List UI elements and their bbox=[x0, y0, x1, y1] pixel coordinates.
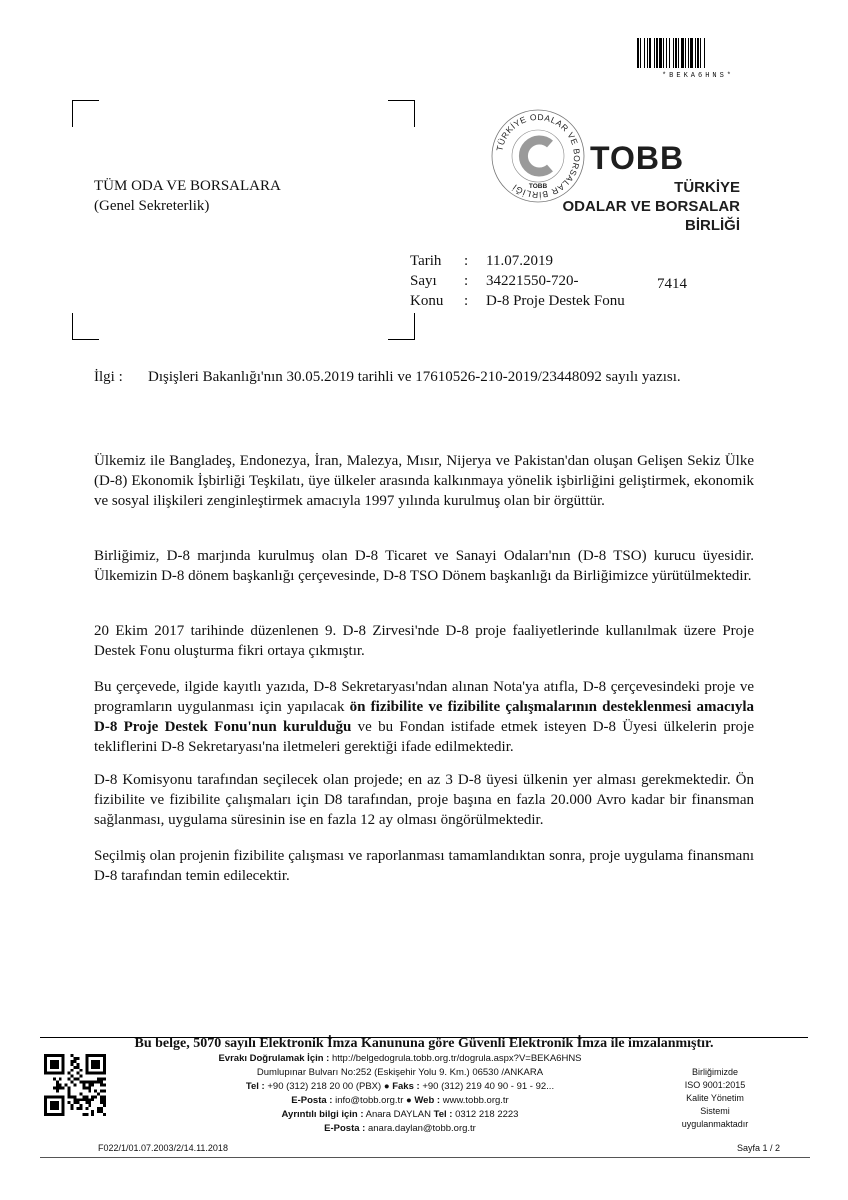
barcode bbox=[637, 38, 757, 68]
tobb-wordmark: TOBB bbox=[590, 140, 685, 176]
address-line: Dumlupınar Bulvarı No:252 (Eskişehir Yolu 9. Km.) 06530 /ANKARA bbox=[256, 1067, 544, 1078]
qr-code-icon bbox=[44, 1054, 106, 1116]
paragraph-4-start: Bu çerçevede, ilgide kayıtlı yazıda, D-8 Sekretaryası'ndan alınan Nota'ya atıfla, D-8 çerçevesindeki proje ve programların uygulanması için yapılacak bbox=[94, 679, 754, 715]
recipient-address bbox=[94, 176, 281, 216]
email-value[interactable]: info@tobb.org.tr bbox=[335, 1095, 404, 1106]
iso-line5: uygulanmaktadır bbox=[681, 1119, 749, 1129]
document-number-suffix: 7414 bbox=[657, 276, 687, 292]
bottom-divider bbox=[40, 1157, 810, 1158]
email-label: E-Posta : bbox=[291, 1095, 333, 1106]
paragraph-4-bold: ön fizibilite ve fizibilite çalışmalarının desteklenmesi amacıyla D-8 Proje Destek Fonu'nun kurulduğu bbox=[94, 699, 754, 735]
tobb-subtitle bbox=[510, 178, 740, 235]
contact-line bbox=[170, 1108, 630, 1122]
address-corner-bottom-right bbox=[388, 313, 415, 340]
verify-line bbox=[170, 1052, 630, 1066]
email-web-line bbox=[170, 1094, 630, 1108]
reference-label: İlgi : bbox=[94, 369, 123, 385]
iso-line3: Kalite Yönetim bbox=[686, 1093, 744, 1103]
footer-contact-info bbox=[170, 1052, 630, 1136]
tobb-subtitle-line2: ODALAR VE BORSALAR bbox=[562, 198, 740, 215]
subject-label: Konu bbox=[410, 293, 444, 309]
date-value: 11.07.2019 bbox=[486, 253, 553, 269]
meta-subject-row bbox=[410, 291, 625, 311]
bullet-1: ● bbox=[383, 1081, 390, 1092]
number-value: 34221550-720- bbox=[486, 273, 579, 289]
esign-notice: Bu belge, 5070 sayılı Elektronik İmza Kanununa göre Güvenli Elektronik İmza ile imzalanmıştır. bbox=[134, 1036, 714, 1051]
iso-line1: Birliğimizde bbox=[691, 1067, 738, 1077]
verify-label: Evrakı Doğrulamak İçin : bbox=[218, 1053, 330, 1064]
tel-label: Tel : bbox=[245, 1081, 265, 1092]
date-label: Tarih bbox=[410, 253, 442, 269]
contact-email-label: E-Posta : bbox=[324, 1123, 366, 1134]
seal-inner-text: TOBB bbox=[528, 183, 548, 190]
address-corner-bottom-left bbox=[72, 313, 99, 340]
paragraph-5: D-8 Komisyonu tarafından seçilecek olan projede; en az 3 D-8 üyesi ülkenin yer alması gerekmektedir. Ön fizibilite ve fizibilite çalışmaları için D8 tarafından, proje başına en fazla 20.000 Avro kadar bir finansman sağlanması, uygulama süresinin ise en fazla 12 ay olması öngörülmektedir. bbox=[94, 772, 754, 828]
paragraph-6: Seçilmiş olan projenin fizibilite çalışması ve raporlanması tamamlandıktan sonra, proje uygulama finansmanı D-8 tarafından temin edilecektir. bbox=[94, 848, 754, 884]
contact-email[interactable]: anara.daylan@tobb.org.tr bbox=[367, 1123, 476, 1134]
tobb-subtitle-line3: BİRLİĞİ bbox=[685, 217, 740, 234]
date-separator: : bbox=[464, 253, 469, 269]
barcode-bar bbox=[705, 38, 707, 68]
fax-value: +90 (312) 219 40 90 - 91 - 92... bbox=[422, 1081, 555, 1092]
document-meta bbox=[410, 251, 625, 311]
recipient-line1: TÜM ODA VE BORSALARA bbox=[94, 178, 281, 194]
iso-line2: ISO 9001:2015 bbox=[684, 1080, 746, 1090]
page-number: Sayfa 1 / 2 bbox=[737, 1143, 781, 1153]
iso-notice bbox=[650, 1066, 780, 1131]
paragraph-1: Ülkemiz ile Bangladeş, Endonezya, İran, Malezya, Mısır, Nijerya ve Pakistan'dan oluşan Gelişen Sekiz Ülke (D-8) Ekonomik İşbirliği Teşkilatı, üye ülkeler arasında kalkınmaya yönelik işbirliğini geliştirmek, ekonomik ve sosyal ilişkileri zenginleştirmek amacıyla 1997 yılında kurulmuş olan bir örgüttür. bbox=[94, 453, 754, 509]
fax-label: Faks : bbox=[392, 1081, 420, 1092]
contact-label: Ayrıntılı bilgi için : bbox=[281, 1109, 364, 1120]
paragraph-4-end: ve bu Fondan istifade etmek isteyen D-8 Üyesi ülkelerin proje tekliflerini D-8 Sekretaryası'na iletmeleri gerektiği ifade edilmektedir. bbox=[94, 719, 755, 755]
number-label: Sayı bbox=[410, 273, 437, 289]
web-value[interactable]: www.tobb.org.tr bbox=[442, 1095, 509, 1106]
paragraph-3: 20 Ekim 2017 tarihinde düzenlenen 9. D-8 Zirvesi'nde D-8 proje faaliyetlerinde kullanılmak üzere Proje Destek Fonu oluşturma fikri ortaya çıkmıştır. bbox=[94, 623, 754, 659]
number-separator: : bbox=[464, 273, 469, 289]
reference-block bbox=[94, 367, 714, 387]
phone-line bbox=[170, 1080, 630, 1094]
bullet-2: ● bbox=[406, 1095, 412, 1106]
seal-ring-text: TÜRKİYE ODALAR VE BORSALAR BİRLİĞİ bbox=[494, 111, 583, 201]
meta-date-row bbox=[410, 251, 625, 271]
barcode-text: *BEKA6HNS* bbox=[661, 72, 734, 80]
contact-tel: 0312 218 2223 bbox=[455, 1109, 519, 1120]
tel-value: +90 (312) 218 20 00 (PBX) bbox=[267, 1081, 382, 1092]
tobb-subtitle-line1: TÜRKİYE bbox=[674, 179, 740, 196]
reference-text: Dışişleri Bakanlığı'nın 30.05.2019 tarihli ve 17610526-210-2019/23448092 sayılı yazısı. bbox=[148, 369, 681, 385]
contact-tel-label: Tel : bbox=[433, 1109, 453, 1120]
verify-link[interactable]: http://belgedogrula.tobb.org.tr/dogrula.aspx?V=BEKA6HNS bbox=[331, 1053, 582, 1064]
contact-name: Anara DAYLAN bbox=[365, 1109, 431, 1120]
iso-line4: Sistemi bbox=[700, 1106, 730, 1116]
address-corner-top-right bbox=[388, 100, 415, 127]
subject-value: D-8 Proje Destek Fonu bbox=[486, 293, 625, 309]
form-reference: F022/1/01.07.2003/2/14.11.2018 bbox=[98, 1143, 228, 1153]
meta-number-row bbox=[410, 271, 625, 291]
recipient-line2: (Genel Sekreterlik) bbox=[94, 198, 210, 214]
address-corner-top-left bbox=[72, 100, 99, 127]
contact-email-line bbox=[170, 1122, 630, 1136]
paragraph-2: Birliğimiz, D-8 marjında kurulmuş olan D-8 Ticaret ve Sanayi Odaları'nın (D-8 TSO) kurucu üyesidir. Ülkemizin D-8 dönem başkanlığı çerçevesinde, D-8 TSO Dönem başkanlığı da Birliğimizce yürütülmektedir. bbox=[94, 548, 754, 584]
subject-separator: : bbox=[464, 293, 469, 309]
web-label: Web : bbox=[414, 1095, 441, 1106]
paragraph-4 bbox=[94, 677, 754, 757]
